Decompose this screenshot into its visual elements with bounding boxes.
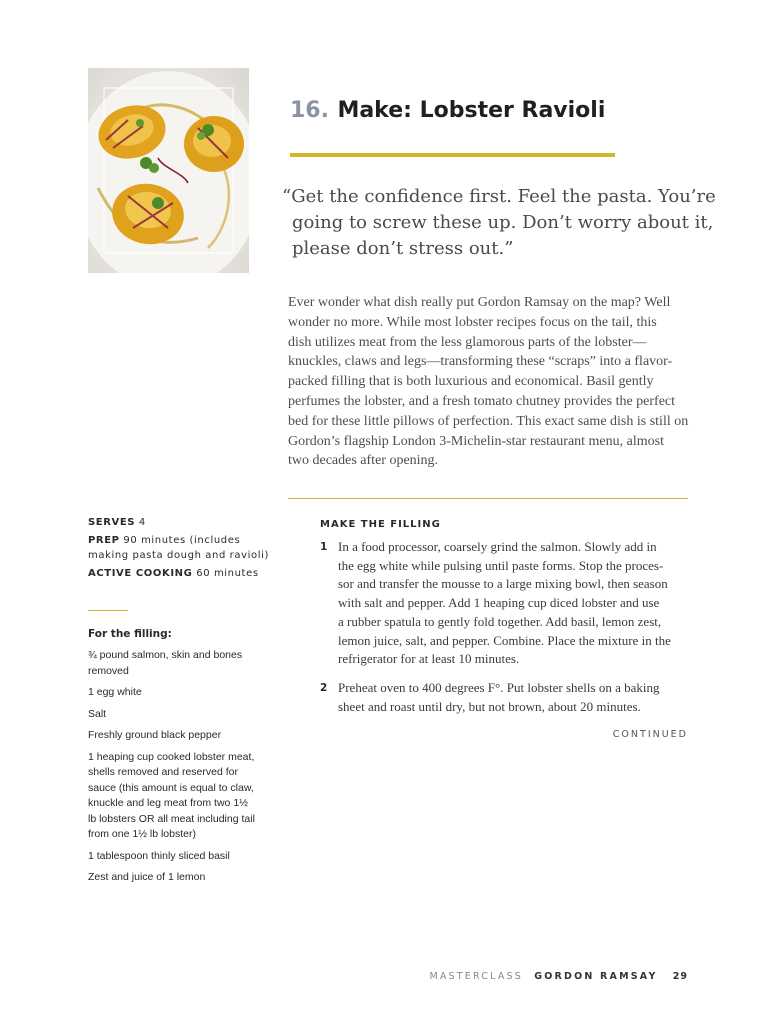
pull-quote <box>282 184 716 262</box>
serves-value: 4 <box>138 517 146 528</box>
intro-paragraph <box>288 293 690 471</box>
active-cooking-label: ACTIVE COOKING <box>88 568 193 579</box>
ingredient-line: ¾ pound salmon, skin and bones <box>88 649 243 661</box>
footer-chef: GORDON RAMSAY <box>534 971 658 982</box>
step-line: refrigerator for at least 10 minutes. <box>338 651 520 667</box>
continued-label: CONTINUED <box>612 729 688 740</box>
quote-line: going to screw these up. Don’t worry about it, <box>292 212 714 233</box>
step-line: Preheat oven to 400 degrees F°. Put lobster shells on a baking <box>338 679 660 695</box>
quote-line: “Get the confidence first. Feel the pasta. You’re <box>282 186 716 207</box>
page-number: 29 <box>672 971 688 982</box>
step-number: 2 <box>320 681 328 694</box>
ingredient-item <box>88 685 264 701</box>
section-divider <box>288 498 688 499</box>
intro-line: packed filling that is both luxurious and economical. Basil gently <box>288 374 654 390</box>
ingredient-line: removed <box>88 664 129 677</box>
intro-line: dish utilizes meat from the less glamorous parts of the lobster— <box>288 334 647 350</box>
intro-line: Ever wonder what dish really put Gordon Ramsay on the map? Well <box>288 295 671 310</box>
recipe-name: Make: Lobster Ravioli <box>337 98 606 123</box>
step-line: In a food processor, coarsely grind the salmon. Slowly add in <box>338 539 657 554</box>
ingredient-line: 1 heaping cup cooked lobster meat, <box>88 750 255 763</box>
ingredient-item <box>88 728 264 744</box>
step-line: with salt and pepper. Add 1 heaping cup diced lobster and use <box>338 595 660 611</box>
ingredient-item <box>88 648 264 679</box>
prep-value-cont: making pasta dough and ravioli) <box>88 550 269 561</box>
page-footer <box>429 971 688 982</box>
quote-line: please don’t stress out.” <box>292 238 514 259</box>
title-underline <box>290 153 615 157</box>
intro-line: bed for these little pillows of perfection. This exact same dish is still on <box>288 413 689 429</box>
step-text <box>338 679 690 716</box>
prep-value: 90 minutes (includes <box>123 535 241 546</box>
intro-line: perfumes the lobster, and a fresh tomato chutney provides the perfect <box>288 393 676 409</box>
intro-line: Gordon’s flagship London 3-Michelin-star restaurant menu, almost <box>288 433 664 449</box>
ingredient-item <box>88 707 264 723</box>
recipe-meta <box>88 515 278 584</box>
prep-label: PREP <box>88 535 120 546</box>
ingredient-item <box>88 750 264 843</box>
intro-line: knuckles, claws and legs—transforming these “scraps” into a flavor- <box>288 354 673 370</box>
ingredient-line: shells removed and reserved for <box>88 766 238 778</box>
step-item <box>320 538 690 669</box>
ingredient-line: sauce (this amount is equal to claw, <box>88 781 254 794</box>
recipe-number: 16. <box>290 98 329 123</box>
step-item <box>320 679 690 716</box>
step-line: lemon juice, salt, and pepper. Combine. Place the mixture in the <box>338 632 671 648</box>
serves-label: SERVES <box>88 517 136 528</box>
ingredient-line: 1 egg white <box>88 686 142 698</box>
step-line: the egg white while pulsing until paste forms. Stop the proces- <box>338 557 664 573</box>
ingredient-line: lb lobsters OR all meat including tail <box>88 812 255 825</box>
active-cooking-row <box>88 566 278 581</box>
step-line: a rubber spatula to gently fold together. Add basil, lemon zest, <box>338 613 662 629</box>
ingredient-line: Zest and juice of 1 lemon <box>88 871 206 883</box>
ingredient-item <box>88 870 264 886</box>
step-line: sor and transfer the mousse to a large mixing bowl, then season <box>338 576 668 592</box>
intro-line: two decades after opening. <box>288 453 439 469</box>
step-text <box>338 538 690 669</box>
ingredients-list <box>88 628 264 892</box>
ravioli-plate-illustration <box>88 68 249 273</box>
dish-photo <box>88 68 249 273</box>
meta-divider <box>88 610 128 611</box>
ingredients-header: For the filling: <box>88 628 172 640</box>
active-cooking-value: 60 minutes <box>196 568 259 579</box>
method-section-heading: MAKE THE FILLING <box>320 519 441 530</box>
recipe-title <box>290 98 605 123</box>
ingredient-line: 1 tablespoon thinly sliced basil <box>88 849 230 862</box>
ingredient-line: knuckle and leg meat from two 1½ <box>88 797 248 809</box>
ingredient-line: from one 1½ lb lobster) <box>88 828 196 840</box>
ingredient-item <box>88 849 264 865</box>
footer-brand: MASTERCLASS <box>429 971 523 982</box>
method-steps <box>320 519 690 726</box>
step-number: 1 <box>320 541 328 553</box>
intro-line: wonder no more. While most lobster recipes focus on the tail, this <box>288 314 657 330</box>
prep-row <box>88 533 278 563</box>
step-line: sheet and roast until dry, but not brown, about 20 minutes. <box>338 698 641 714</box>
ingredient-line: Salt <box>88 707 107 720</box>
ingredient-line: Freshly ground black pepper <box>88 729 222 741</box>
serves-row <box>88 515 278 530</box>
